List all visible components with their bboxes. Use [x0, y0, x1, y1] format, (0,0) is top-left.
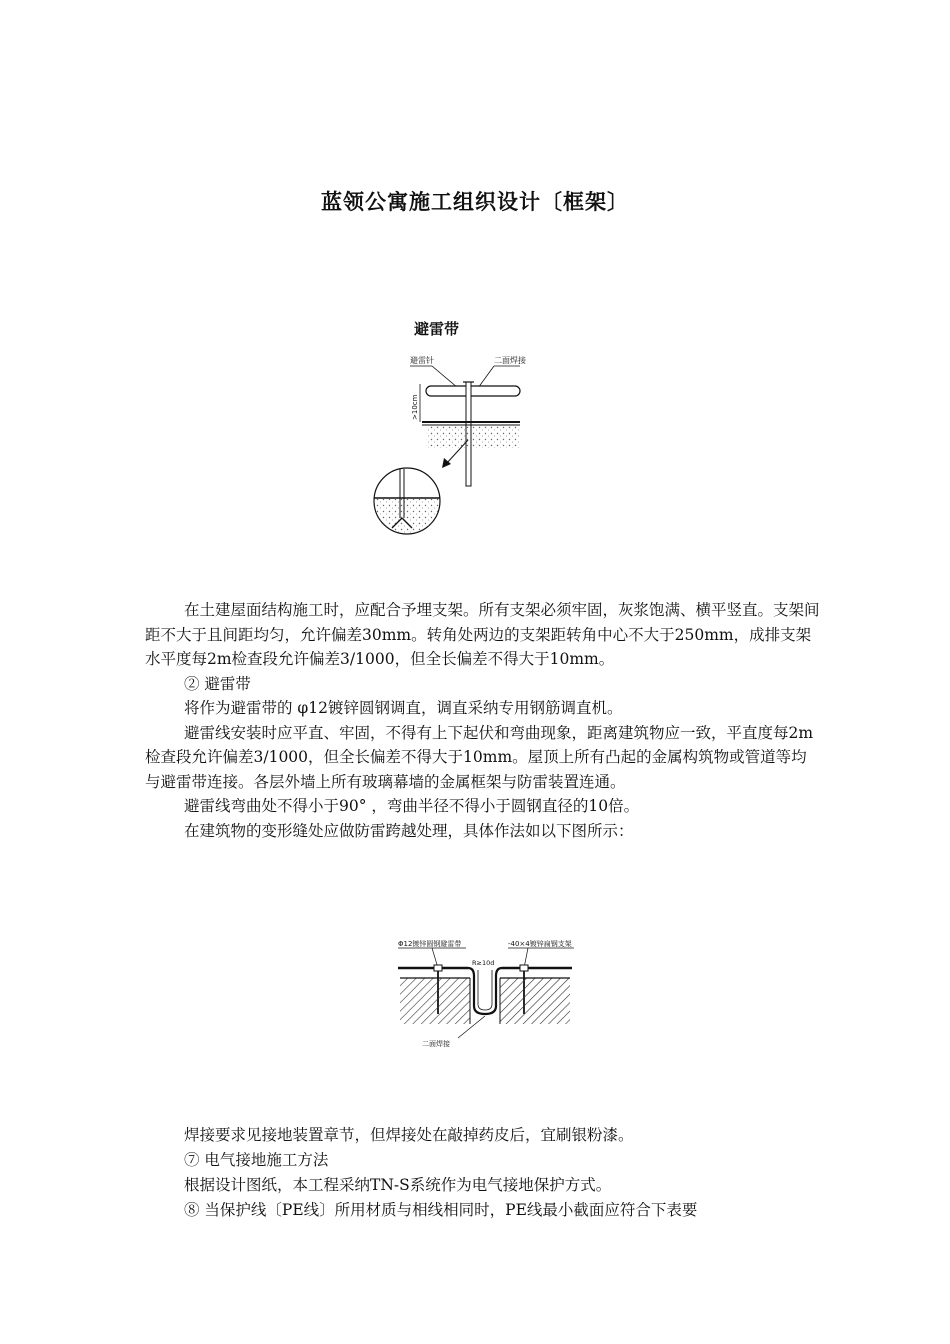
paragraph-pe-line: ⑧ 当保护线〔PE线〕所用材质与相线相同时，PE线最小截面应符合下表要: [184, 1201, 698, 1219]
paragraph-support-install: 在土建屋面结构施工时，应配合予埋支架。所有支架必须牢固，灰浆饱满、横平竖直。支架间距不大于且间距均匀，允许偏差30mm。转角处两边的支架距转角中心不大于250mm，成排支架水平度每2m检查段允许偏差3/1000，但全长偏差不得大于10mm。: [145, 601, 820, 668]
left-label: Φ12镀锌圆钢避雷带: [398, 940, 462, 948]
figure2-expansion-joint-diagram: [392, 934, 578, 1050]
section-heading-grounding: ⑦ 电气接地施工方法: [184, 1151, 329, 1169]
paragraph-bend: 避雷线弯曲处不得小于90° ，弯曲半径不得小于圆钢直径的10倍。: [184, 797, 640, 815]
body-text-lower: [184, 1123, 824, 1223]
document-title: 蓝领公寓施工组织设计〔框架〕: [321, 190, 629, 214]
body-text-upper: [145, 598, 820, 843]
paragraph-install-requirements: 避雷线安装时应平直、牢固，不得有上下起伏和弯曲现象，距离建筑物应一致，平直度每2m检查段允许偏差3/1000，但全长偏差不得大于10mm。屋顶上所有凸起的金属构筑物或管道等均与避雷带连接。各层外墙上所有玻璃幕墙的金属框架与防雷装置连通。: [145, 723, 814, 791]
paragraph-straighten: 将作为避雷带的 φ12镀锌圆钢调直，调直采纳专用钢筋调直机。: [184, 699, 623, 717]
weld-label: 二面焊接: [494, 356, 526, 365]
section-heading-lightning-strip: ② 避雷带: [184, 674, 251, 693]
figure1-title: 避雷带: [414, 320, 460, 338]
gap-label: R≥10d: [472, 959, 495, 967]
paragraph-tns-system: 根据设计图纸，本工程采纳TN-S系统作为电气接地保护方式。: [184, 1176, 612, 1194]
paragraph-weld-requirements: 焊接要求见接地装置章节，但焊接处在敲掉药皮后，宜刷银粉漆。: [184, 1126, 634, 1144]
paragraph-expansion-joint: 在建筑物的变形缝处应做防雷跨越处理，具体作法如以下图所示：: [184, 821, 634, 840]
bottom-label: 二面焊接: [422, 1040, 450, 1048]
height-label: >10cm: [411, 394, 419, 420]
right-label: -40×4镀锌扁钢支架: [508, 940, 572, 948]
figure1-lightning-strip-diagram: [370, 348, 530, 544]
needle-label: 避雷针: [410, 356, 434, 365]
